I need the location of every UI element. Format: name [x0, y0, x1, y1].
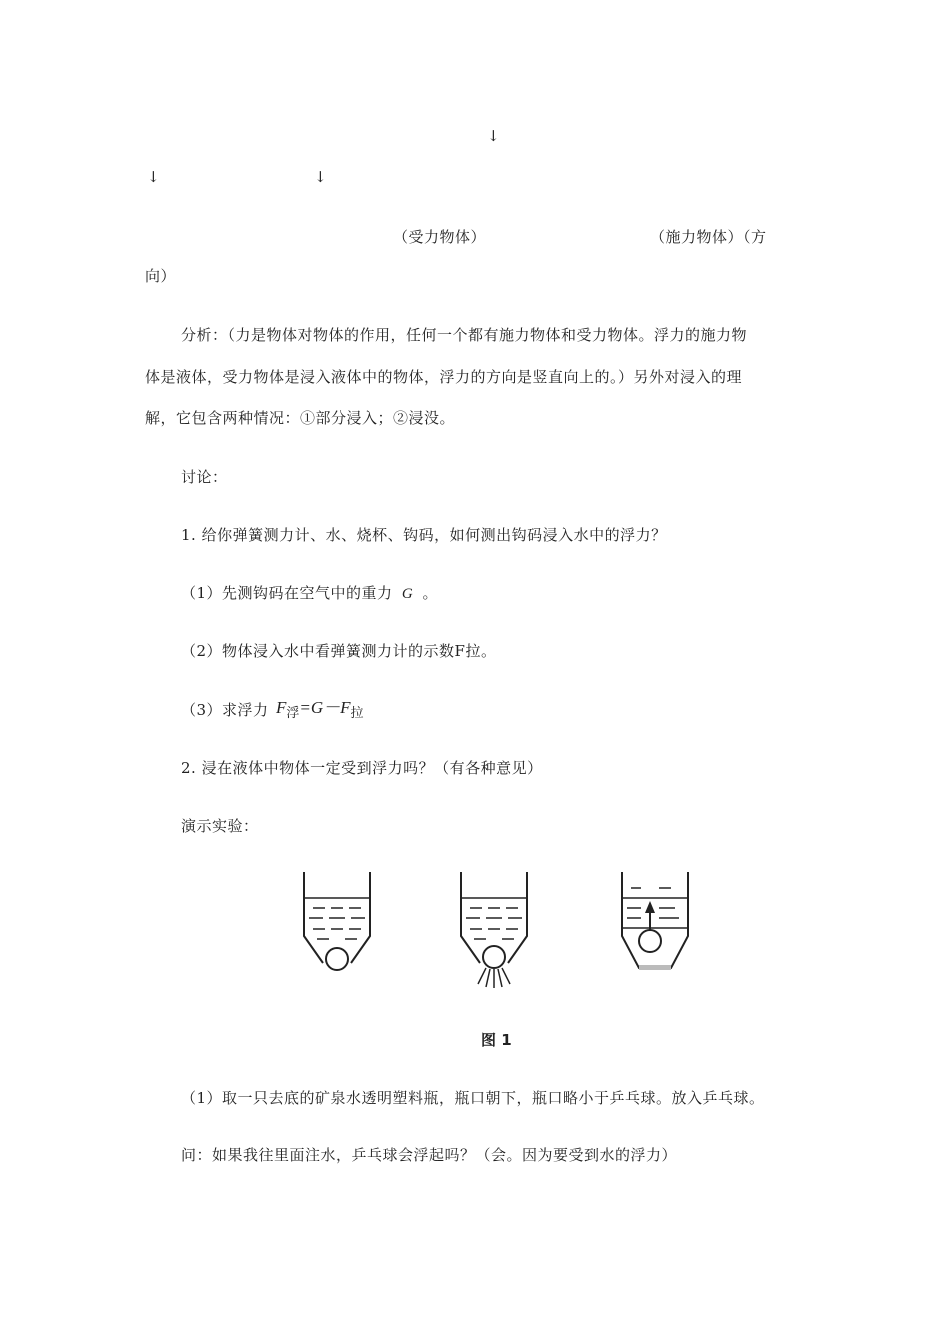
label-exerter: （施力物体）（方	[650, 228, 767, 246]
formula-f: F	[276, 698, 287, 717]
step-3: （3）求浮力	[181, 701, 269, 719]
experiment-paragraph-1: （1）取一只去底的矿泉水透明塑料瓶，瓶口朝下，瓶口略小于乒乓球。放入乒乓球。	[181, 1089, 765, 1107]
step-1-var: G	[401, 586, 414, 602]
formula-sub-pull: 拉	[350, 705, 364, 720]
label-receiver: （受力物体）	[393, 228, 487, 246]
question-1: 1. 给你弹簧测力计、水、烧杯、钩码，如何测出钩码浸入水中的浮力？	[181, 526, 667, 544]
formula-sub-buoyancy: 浮	[286, 705, 300, 720]
buoyancy-formula	[276, 698, 364, 719]
demo-heading: 演示实验：	[181, 817, 259, 835]
step-2: （2）物体浸入水中看弹簧测力计的示数F拉。	[181, 642, 497, 660]
step-1-text: （1）先测钩码在空气中的重力	[181, 584, 393, 602]
formula-mid: =G－F	[299, 698, 351, 717]
analysis-line-1: 分析：（力是物体对物体的作用，任何一个都有施力物体和受力物体。浮力的施力物	[181, 326, 748, 344]
experiment-question: 问：如果我往里面注水，乒乓球会浮起吗？（会。因为要受到水的浮力）	[181, 1146, 678, 1164]
analysis-line-3: 解，它包含两种情况：①部分浸入；②浸没。	[145, 409, 456, 427]
figure-bottle-1	[299, 868, 375, 978]
step-1-end: 。	[422, 584, 438, 602]
step-1	[181, 583, 438, 604]
arrow-middle: ↓	[314, 168, 327, 186]
question-2: 2. 浸在液体中物体一定受到浮力吗？（有各种意见）	[181, 759, 543, 777]
figure-bottle-2	[456, 868, 532, 994]
analysis-line-2: 体是液体，受力物体是浸入液体中的物体，浮力的方向是竖直向上的。）另外对浸入的理	[145, 368, 743, 386]
discussion-heading: 讨论：	[181, 468, 228, 486]
label-direction-cont: 向）	[145, 267, 177, 285]
arrow-left: ↓	[147, 168, 160, 186]
arrow-top: ↓	[487, 127, 500, 145]
figure-caption: 图 1	[481, 1031, 512, 1049]
figure-bottle-3	[617, 868, 693, 978]
